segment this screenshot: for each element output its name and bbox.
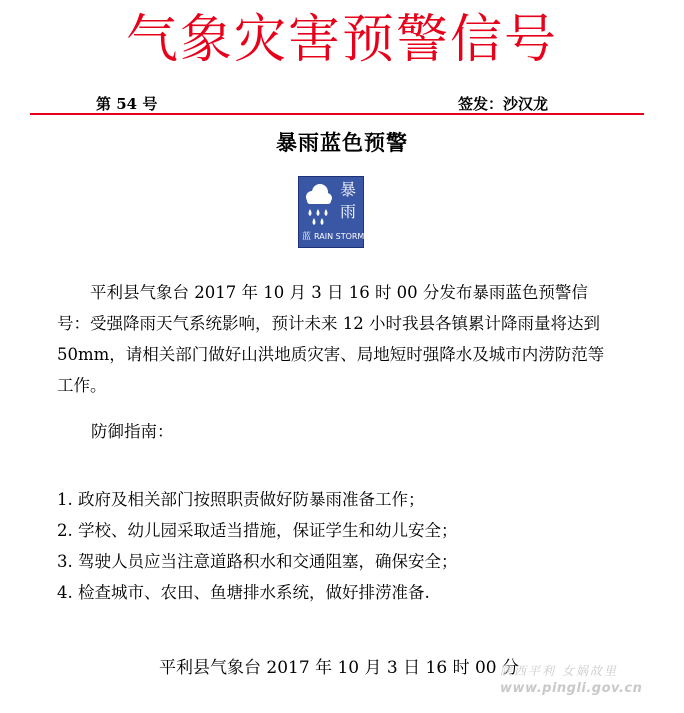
guide-list <box>57 484 657 608</box>
watermark-url: www.pingli.gov.cn <box>500 681 643 696</box>
guide-item: 2. 学校、幼儿园采取适当措施，保证学生和幼儿安全； <box>57 521 458 540</box>
watermark <box>500 662 684 712</box>
cloud-rain-icon <box>303 181 333 229</box>
guide-item: 4. 检查城市、农田、鱼塘排水系统，做好排涝准备. <box>57 583 430 602</box>
warning-body-paragraph: 平利县气象台 2017 年 10 月 3 日 16 时 00 分发布暴雨蓝色预警信号：受强降雨天气系统影响，预计未来 12 小时我县各镇累计降雨量将达到 50mm，请相关部门做好山洪地质灾害、局地短时强降水及城市内涝防范等工作。 <box>57 283 605 395</box>
watermark-slogan: 陕西平利 女娲故里 <box>500 664 618 678</box>
guide-item: 3. 驾驶人员应当注意道路积水和交通阻塞，确保安全； <box>57 552 458 571</box>
guide-label: 防御指南： <box>91 422 174 441</box>
footer-signature: 平利县气象台 2017 年 10 月 3 日 16 时 00 分 <box>159 658 520 678</box>
red-divider <box>30 113 644 115</box>
issue-number: 第 54 号 <box>96 95 158 113</box>
signer: 签发：沙汉龙 <box>458 95 549 113</box>
icon-hanzi-bottom: 雨 <box>339 202 356 221</box>
rainstorm-blue-signal-icon <box>298 176 364 248</box>
guide-item: 1. 政府及相关部门按照职责做好防暴雨准备工作； <box>57 490 425 509</box>
icon-hanzi-top: 暴 <box>339 180 356 199</box>
icon-level-label: 蓝 <box>302 232 312 242</box>
warning-title: 暴雨蓝色预警 <box>276 130 408 155</box>
icon-english-label: RAIN STORM <box>314 232 365 241</box>
header-title: 气象灾害预警信号 <box>125 10 558 70</box>
